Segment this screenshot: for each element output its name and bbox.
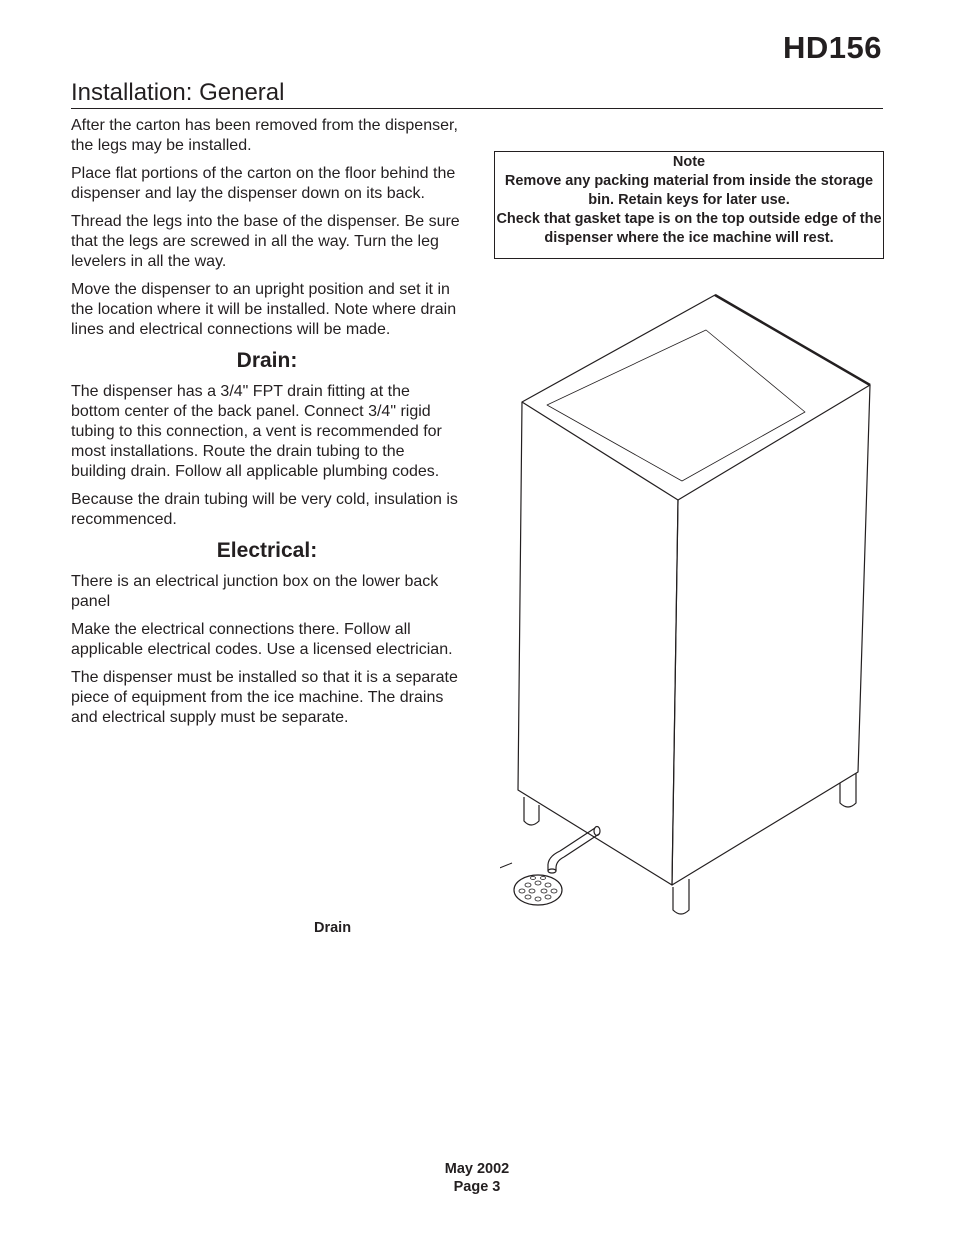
section-title: Installation: General (71, 78, 883, 109)
drain-pipe (560, 828, 599, 857)
intro-paragraph: Place flat portions of the carton on the floor behind the dispenser and lay the dispenser down on its back. (71, 165, 456, 202)
cabinet-right-face (672, 385, 870, 885)
intro-paragraph: Thread the legs into the base of the dispenser. Be sure that the legs are screwed in all the way. Turn the leg levelers in all the way. (71, 213, 460, 270)
cabinet-top-panel (547, 330, 805, 481)
note-line: Remove any packing material from inside the storage bin. Retain keys for later use. (504, 173, 874, 208)
electrical-heading: Electrical: (216, 539, 318, 562)
drain-label: Drain (314, 920, 352, 936)
drain-leader-line (500, 863, 512, 925)
drain-paragraph: Because the drain tubing will be very cold, insulation is recommenced. (71, 491, 458, 528)
floor-drain (514, 875, 562, 905)
note-title: Note (672, 154, 706, 170)
footer-page: Page 3 (453, 1179, 501, 1195)
cabinet-left-face (518, 402, 678, 885)
dispenser-illustration (500, 285, 890, 925)
drain-paragraph: The dispenser has a 3/4" FPT drain fitting at the bottom center of the back panel. Connect 3/4" rigid tubing to this connection, a vent is recommended for most installations. Route the drain tubing to the building drain. Follow all applicable plumbing codes. (71, 383, 442, 480)
electrical-paragraph: The dispenser must be installed so that it is a separate piece of equipment from the ice machine. The drains and electrical supply must be separate. (71, 669, 458, 726)
footer-date: May 2002 (444, 1161, 510, 1177)
note-line: Check that gasket tape is on the top outside edge of the dispenser where the ice machine will rest. (496, 211, 882, 246)
leg-front (673, 879, 689, 914)
drain-elbow (548, 851, 564, 871)
drain-heading: Drain: (236, 349, 298, 372)
model-number: HD156 (783, 30, 882, 65)
footer (0, 1160, 954, 1196)
intro-paragraph: After the carton has been removed from the dispenser, the legs may be installed. (71, 117, 458, 154)
left-column (71, 116, 463, 736)
electrical-paragraph: There is an electrical junction box on the lower back panel (71, 573, 439, 610)
intro-paragraph: Move the dispenser to an upright position and set it in the location where it will be installed. Note where drain lines and electrical connections will be made. (71, 281, 457, 338)
cabinet-top (522, 295, 870, 500)
electrical-paragraph: Make the electrical connections there. Follow all applicable electrical codes. Use a licensed electrician. (71, 621, 453, 658)
note-box (494, 151, 884, 259)
